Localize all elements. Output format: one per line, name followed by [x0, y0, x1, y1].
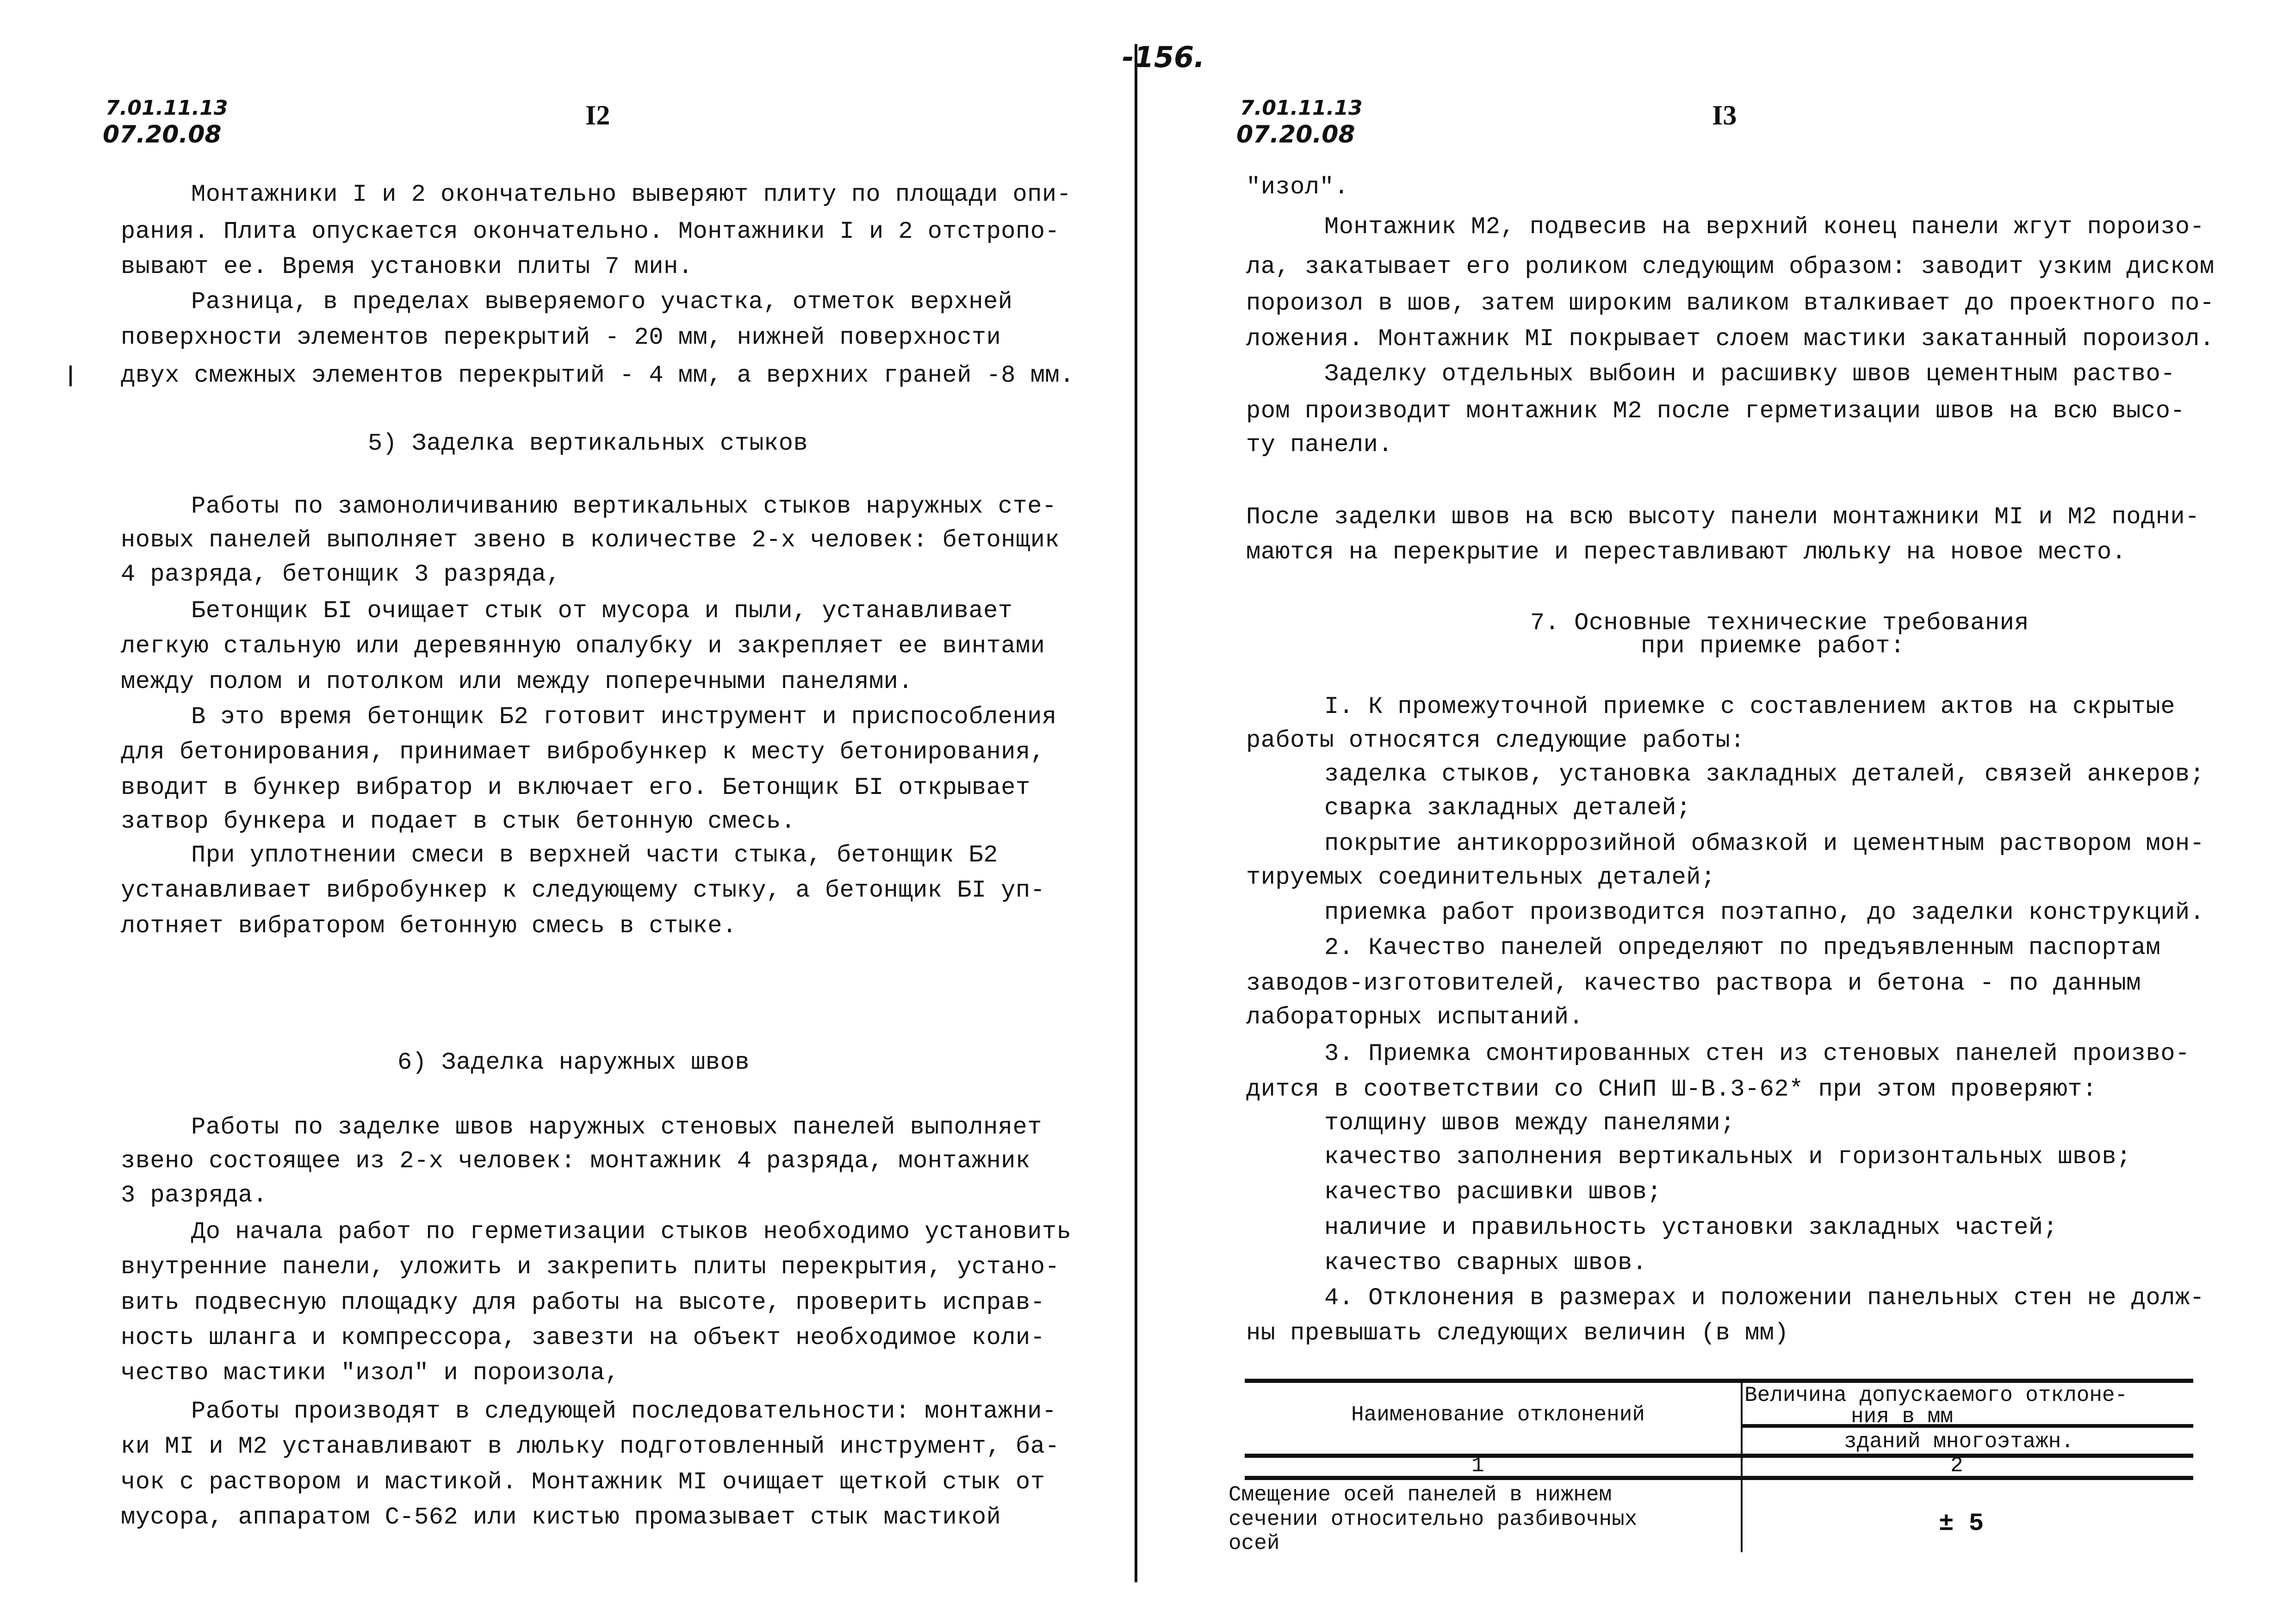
table-subheader-rule — [1741, 1424, 2193, 1428]
text-line: ность шланга и компрессора, завезти на объект необходимое коли- — [121, 1324, 1045, 1351]
text-line: чество мастики "изол" и пороизола, — [121, 1359, 620, 1387]
text-line: лотняет вибратором бетонную смесь в стыке. — [121, 912, 737, 940]
text-line: толщину швов между панелями; — [1324, 1109, 1735, 1137]
text-line: для бетонирования, принимает вибробункер к месту бетонирования, — [121, 738, 1045, 766]
text-line: звено состоящее из 2-х человек: монтажник 4 разряда, монтажник — [121, 1147, 1030, 1175]
row-value: ± 5 — [1939, 1510, 1984, 1538]
left-doc-code-2: 07.20.08 — [103, 121, 222, 149]
text-line: качество расшивки швов; — [1324, 1178, 1662, 1206]
text-line: устанавливает вибробункер к следующему стыку, а бетонщик БI уп- — [121, 877, 1045, 904]
text-line: новых панелей выполняет звено в количестве 2-х человек: бетонщик — [121, 527, 1060, 554]
right-doc-code-1: 7.01.11.13 — [1240, 96, 1363, 120]
text-line: ла, закатывает его роликом следующим образом: заводит узким диском — [1246, 253, 2215, 280]
text-line: качество сварных швов. — [1324, 1249, 1647, 1276]
text-line: 5) Заделка вертикальных стыков — [368, 430, 808, 457]
text-line: заделка стыков, установка закладных деталей, связей анкеров; — [1324, 761, 2205, 788]
table-header-bottom-rule — [1245, 1454, 2193, 1458]
text-line: заводов-изготовителей, качество раствора и бетона - по данным — [1246, 970, 2141, 997]
text-line: поверхности элементов перекрытий - 20 мм, нижней поверхности — [121, 324, 1001, 351]
page-gutter-line — [1135, 44, 1137, 1582]
text-line: 4. Отклонения в размерах и положении панельных стен не долж- — [1324, 1284, 2205, 1312]
text-line: тируемых соединительных деталей; — [1246, 864, 1716, 891]
text-line: пороизол в шов, затем широким валиком вталкивает до проектного по- — [1246, 290, 2215, 317]
text-line: сварка закладных деталей; — [1324, 794, 1691, 822]
text-line: чок с раствором и мастикой. Монтажник МI очищает щеткой стык от — [121, 1468, 1045, 1496]
text-line: ны превышать следующих величин (в мм) — [1246, 1319, 1789, 1347]
text-line: вывают ее. Время установки плиты 7 мин. — [121, 253, 693, 280]
text-line: 3 разряда. — [121, 1182, 268, 1209]
margin-mark — [69, 365, 72, 386]
text-line: внутренние панели, уложить и закрепить плиты перекрытия, устано- — [121, 1253, 1060, 1281]
col2-subheader: зданий многоэтажн. — [1844, 1430, 2074, 1454]
text-line: между полом и потолком или между поперечными панелями. — [121, 668, 913, 695]
text-line: мусора, аппаратом С-562 или кистью промазывает стык мастикой — [121, 1504, 1001, 1531]
text-line: Заделку отдельных выбоин и расшивку швов цементным раство- — [1324, 360, 2175, 388]
text-line: До начала работ по герметизации стыков необходимо установить — [191, 1218, 1072, 1245]
text-line: дится в соответствии со СНиП Ш-В.3-62* при этом проверяют: — [1246, 1076, 2097, 1103]
text-line: Работы по заделке швов наружных стеновых панелей выполняет — [191, 1114, 1042, 1141]
row-name-line3: осей — [1229, 1531, 1280, 1555]
text-line: качество заполнения вертикальных и горизонтальных швов; — [1324, 1143, 2131, 1171]
col2-number: 2 — [1950, 1454, 1963, 1478]
col1-number: 1 — [1471, 1454, 1484, 1478]
table-divider — [1741, 1381, 1743, 1552]
text-line: "изол". — [1246, 173, 1349, 201]
left-doc-code-1: 7.01.11.13 — [105, 96, 228, 120]
text-line: Бетонщик БI очищает стык от мусора и пыли, устанавливает — [191, 597, 1013, 625]
text-line: 7. Основные технические требования — [1530, 609, 2029, 637]
text-line: работы относятся следующие работы: — [1246, 727, 1745, 754]
text-line: После заделки швов на всю высоту панели монтажники МI и М2 подни- — [1246, 503, 2200, 531]
text-line: 3. Приемка смонтированных стен из стеновых панелей произво- — [1324, 1040, 2190, 1067]
text-line: ром производит монтажник М2 после герметизации швов на всю высо- — [1246, 397, 2185, 425]
sheet-number: -156. — [1122, 40, 1205, 74]
text-line: В это время бетонщик Б2 готовит инструмент и приспособления — [191, 703, 1057, 731]
text-line: вводит в бункер вибратор и включает его. Бетонщик БI открывает — [121, 774, 1030, 801]
col2-header-line1: Величина допускаемого отклоне- — [1744, 1383, 2128, 1407]
row-name-line1: Смещение осей панелей в нижнем — [1229, 1483, 1612, 1507]
left-page-number: I2 — [585, 100, 610, 130]
text-line: рания. Плита опускается окончательно. Монтажники I и 2 отстропо- — [121, 218, 1060, 245]
text-line: приемка работ производится поэтапно, до заделки конструкций. — [1324, 899, 2205, 926]
text-line: Монтажник М2, подвесив на верхний конец панели жгут пороизо- — [1324, 213, 2205, 241]
text-line: I. К промежуточной приемке с составлением актов на скрытые — [1324, 693, 2175, 720]
text-line: Монтажники I и 2 окончательно выверяют плиту по площади опи- — [191, 181, 1072, 208]
right-doc-code-2: 07.20.08 — [1236, 121, 1355, 149]
text-line: при приемке работ: — [1641, 632, 1905, 660]
row-name-line2: сечении относительно разбивочных — [1229, 1507, 1638, 1531]
text-line: При уплотнении смеси в верхней части стыка, бетонщик Б2 — [191, 842, 998, 869]
text-line: ложения. Монтажник МI покрывает слоем мастики закатанный пороизол. — [1246, 325, 2215, 353]
text-line: ки МI и М2 устанавливают в люльку подготовленный инструмент, ба- — [121, 1433, 1060, 1460]
text-line: 6) Заделка наружных швов — [397, 1049, 750, 1076]
text-line: наличие и правильность установки закладных частей; — [1324, 1214, 2058, 1241]
text-line: двух смежных элементов перекрытий - 4 мм, а верхних граней -8 мм. — [121, 362, 1074, 389]
text-line: вить подвесную площадку для работы на высоте, проверить исправ- — [121, 1289, 1045, 1316]
text-line: ту панели. — [1246, 431, 1393, 458]
text-line: легкую стальную или деревянную опалубку и закрепляет ее винтами — [121, 632, 1045, 660]
text-line: 4 разряда, бетонщик 3 разряда, — [121, 561, 561, 588]
text-line: Разница, в пределах выверяемого участка, отметок верхней — [191, 288, 1013, 316]
table-top-rule — [1245, 1379, 2193, 1383]
text-line: затвор бункера и подает в стык бетонную смесь. — [121, 808, 796, 835]
text-line: лабораторных испытаний. — [1246, 1004, 1584, 1031]
text-line: 2. Качество панелей определяют по предъявленным паспортам — [1324, 934, 2161, 961]
text-line: покрытие антикоррозийной обмазкой и цементным раствором мон- — [1324, 830, 2205, 857]
text-line: маются на перекрытие и переставливают люльку на новое место. — [1246, 539, 2127, 566]
table-number-rule — [1245, 1476, 2193, 1480]
right-page-number: I3 — [1712, 100, 1737, 130]
text-line: Работы производят в следующей последовательности: монтажни- — [191, 1398, 1057, 1425]
text-line: Работы по замоноличиванию вертикальных стыков наружных сте- — [191, 493, 1057, 520]
col2-header-line2: ния в мм — [1851, 1405, 1953, 1429]
col1-header: Наименование отклонений — [1351, 1403, 1645, 1427]
